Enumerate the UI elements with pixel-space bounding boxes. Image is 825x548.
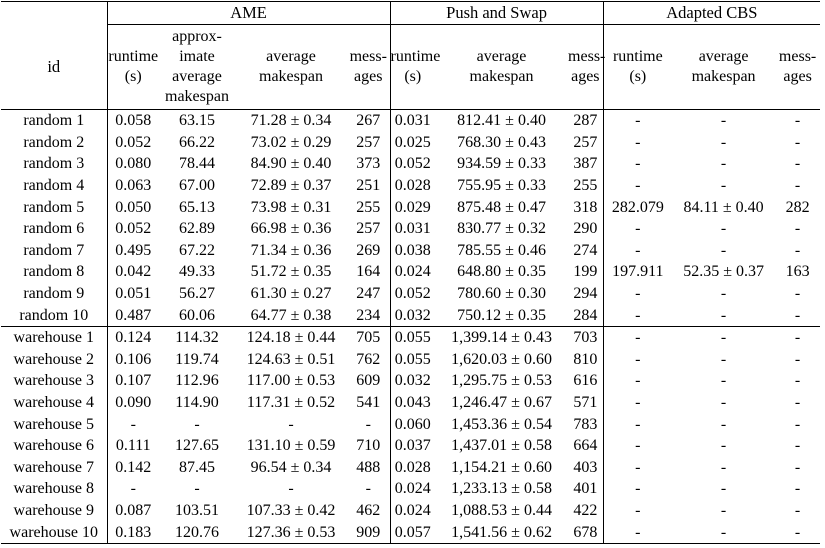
header-ame-runtime	[107, 25, 159, 110]
header-line: ages	[783, 68, 812, 85]
cell-pas-average-makespan: 1,453.36 ± 0.54	[451, 415, 552, 433]
results-table	[1, 1, 820, 544]
cell-pas-runtime: 0.024	[390, 500, 435, 522]
cell-ame-runtime: -	[107, 413, 159, 435]
cell-pas-runtime: 0.060	[390, 413, 435, 435]
header-line: makespan	[165, 88, 229, 105]
cell-ame-average-makespan: 117.00 ± 0.53	[246, 372, 336, 390]
cell-cbs-runtime: -	[603, 521, 672, 543]
cell-ame-messages: -	[365, 415, 371, 433]
header-line: runtime	[108, 48, 159, 65]
cell-pas-messages: 255	[573, 177, 598, 195]
cell-pas-messages: 257	[573, 133, 598, 151]
cell-cbs-runtime: -	[603, 283, 672, 305]
table-row	[1, 261, 820, 283]
cell-cbs-runtime: -	[603, 218, 672, 240]
cell-cbs-messages: -	[794, 241, 801, 259]
cell-id: warehouse 6	[13, 437, 94, 455]
cell-ame-runtime: -	[107, 478, 159, 500]
cell-cbs-runtime: -	[603, 110, 672, 132]
header-line: average	[476, 48, 527, 65]
cell-ame-runtime: 0.142	[107, 457, 159, 479]
cell-ame-average-makespan: 66.98 ± 0.36	[250, 220, 332, 238]
cell-cbs-average-makespan: 84.11 ± 0.40	[683, 198, 764, 216]
cell-pas-messages: 274	[573, 241, 598, 259]
cell-ame-approx-makespan: 114.32	[159, 326, 235, 348]
cell-cbs-average-makespan: -	[720, 241, 727, 259]
cell-ame-average-makespan: 117.31 ± 0.52	[246, 394, 336, 412]
cell-cbs-average-makespan: -	[720, 372, 727, 390]
cell-cbs-messages: -	[794, 350, 801, 368]
cell-ame-average-makespan: 73.02 ± 0.29	[250, 133, 332, 151]
cell-ame-approx-makespan: 56.27	[179, 285, 215, 303]
cell-ame-runtime: 0.107	[107, 370, 159, 392]
cell-id: random 6	[23, 220, 85, 238]
header-line: runtime	[390, 48, 441, 65]
header-pas-average-makespan	[435, 25, 568, 110]
header-pas-runtime	[390, 25, 441, 110]
cell-cbs-runtime: 197.911	[603, 261, 672, 283]
cell-ame-average-makespan: 71.34 ± 0.36	[250, 241, 332, 259]
header-line: approx-	[172, 28, 222, 45]
cell-ame-messages: -	[365, 480, 371, 498]
table-row	[1, 196, 820, 218]
cell-cbs-average-makespan: -	[720, 415, 727, 433]
cell-ame-average-makespan: 127.36 ± 0.53	[235, 521, 347, 543]
cell-ame-approx-makespan: 120.76	[159, 521, 235, 543]
cell-pas-runtime: 0.037	[390, 435, 435, 457]
cell-cbs-runtime: -	[603, 153, 672, 175]
cell-ame-messages: 255	[356, 198, 381, 216]
cell-ame-approx-makespan: -	[194, 480, 200, 498]
cell-ame-messages: 247	[356, 285, 381, 303]
cell-pas-messages: 284	[573, 306, 598, 324]
cell-cbs-average-makespan: -	[720, 501, 727, 519]
cell-ame-messages: 267	[347, 110, 390, 132]
sub-header-row	[1, 25, 820, 110]
cell-cbs-messages: -	[794, 437, 801, 455]
cell-ame-messages: 609	[356, 372, 381, 390]
cell-cbs-average-makespan: -	[720, 220, 727, 238]
cell-pas-runtime: 0.052	[390, 283, 435, 305]
header-line: ages	[571, 68, 600, 85]
cell-ame-runtime: 0.042	[107, 261, 159, 283]
cell-cbs-average-makespan: -	[672, 110, 775, 132]
cell-ame-average-makespan: 131.10 ± 0.59	[246, 437, 336, 455]
cell-ame-runtime: 0.495	[107, 240, 159, 262]
table-row	[1, 521, 820, 543]
header-line: mess-	[349, 48, 387, 65]
cell-pas-messages: 783	[573, 415, 598, 433]
cell-pas-runtime: 0.043	[390, 392, 435, 414]
header-ame-average-makespan	[235, 25, 347, 110]
cell-cbs-messages: -	[794, 394, 801, 412]
table-row	[1, 392, 820, 414]
cell-cbs-average-makespan: -	[720, 155, 727, 173]
cell-pas-runtime: 0.024	[390, 478, 435, 500]
cell-ame-messages: 710	[356, 437, 381, 455]
cell-pas-messages: 571	[573, 394, 598, 412]
table-row	[1, 478, 820, 500]
cell-pas-runtime: 0.055	[390, 326, 435, 348]
table-row	[1, 413, 820, 435]
cell-cbs-average-makespan: -	[720, 177, 727, 195]
header-line: makespan	[259, 68, 323, 85]
cell-cbs-average-makespan: -	[720, 133, 727, 151]
cell-pas-average-makespan: 1,437.01 ± 0.58	[451, 437, 552, 455]
cell-cbs-runtime: -	[603, 132, 672, 154]
cell-ame-messages: 373	[356, 155, 381, 173]
cell-ame-approx-makespan: 67.00	[179, 177, 215, 195]
cell-ame-messages: 488	[356, 458, 381, 476]
cell-pas-messages: 199	[573, 263, 598, 281]
cell-id: random 4	[23, 177, 85, 195]
cell-ame-approx-makespan: 78.44	[179, 155, 215, 173]
cell-ame-runtime: 0.124	[107, 326, 159, 348]
header-cbs-runtime	[603, 25, 672, 110]
cell-cbs-average-makespan: -	[720, 306, 727, 324]
cell-ame-average-makespan: 64.77 ± 0.38	[250, 306, 332, 324]
cell-id: warehouse 7	[13, 458, 94, 476]
header-line: runtime	[612, 48, 663, 65]
cell-ame-approx-makespan: 112.96	[175, 372, 219, 390]
cell-id: random 2	[23, 133, 85, 151]
table-row	[1, 283, 820, 305]
cell-pas-messages: 318	[573, 198, 598, 216]
cell-cbs-average-makespan: -	[672, 521, 775, 543]
cell-ame-runtime: 0.051	[107, 283, 159, 305]
header-pas-messages	[568, 25, 606, 110]
cell-ame-messages: 257	[356, 220, 381, 238]
table-row	[1, 218, 820, 240]
cell-cbs-average-makespan: -	[720, 458, 727, 476]
cell-cbs-runtime: -	[603, 304, 672, 326]
cell-pas-average-makespan: 1,399.14 ± 0.43	[435, 326, 568, 348]
cell-pas-runtime: 0.032	[390, 304, 435, 326]
cell-pas-messages: 287	[568, 110, 603, 132]
cell-ame-average-makespan: 51.72 ± 0.35	[250, 263, 332, 281]
cell-ame-runtime: 0.063	[107, 175, 159, 197]
cell-cbs-messages: 163	[785, 263, 810, 281]
cell-cbs-runtime: -	[603, 349, 672, 371]
cell-ame-average-makespan: 71.28 ± 0.34	[235, 110, 347, 132]
cell-pas-messages: 294	[573, 285, 598, 303]
cell-ame-runtime: 0.087	[107, 500, 159, 522]
table-row	[1, 240, 820, 262]
cell-pas-average-makespan: 750.12 ± 0.35	[457, 306, 546, 324]
cell-ame-approx-makespan: 63.15	[159, 110, 235, 132]
corner-cell	[1, 2, 107, 25]
cell-cbs-average-makespan: -	[720, 285, 727, 303]
table-row	[1, 370, 820, 392]
cell-ame-approx-makespan: 65.13	[179, 198, 215, 216]
cell-pas-runtime: 0.025	[390, 132, 435, 154]
header-id: id	[47, 56, 61, 76]
cell-pas-messages: 703	[568, 326, 603, 348]
cell-pas-runtime: 0.057	[390, 521, 435, 543]
header-cbs-average-makespan	[672, 25, 775, 110]
table-row	[1, 349, 820, 371]
cell-pas-average-makespan: 830.77 ± 0.32	[457, 220, 546, 238]
cell-cbs-runtime: -	[603, 413, 672, 435]
cell-pas-average-makespan: 812.41 ± 0.40	[435, 110, 568, 132]
cell-pas-average-makespan: 755.95 ± 0.33	[457, 177, 546, 195]
cell-cbs-average-makespan: -	[720, 480, 727, 498]
cell-cbs-runtime: -	[603, 240, 672, 262]
header-line: mess-	[778, 48, 817, 65]
cell-cbs-messages: 282	[785, 198, 810, 216]
cell-id: warehouse 4	[13, 394, 94, 412]
table-row	[1, 132, 820, 154]
cell-id: warehouse 5	[13, 415, 94, 433]
header-line: average	[266, 48, 316, 65]
cell-ame-runtime: 0.058	[107, 110, 159, 132]
cell-ame-runtime: 0.106	[107, 349, 159, 371]
cell-id: random 7	[23, 241, 85, 259]
cell-ame-messages: 257	[356, 133, 381, 151]
cell-cbs-messages: -	[794, 220, 801, 238]
cell-ame-average-makespan: 124.18 ± 0.44	[235, 326, 347, 348]
cell-cbs-runtime: -	[603, 500, 672, 522]
cell-ame-approx-makespan: 119.74	[175, 350, 219, 368]
cell-id: warehouse 2	[13, 350, 94, 368]
table-row	[1, 175, 820, 197]
cell-ame-runtime: 0.080	[107, 153, 159, 175]
cell-pas-runtime: 0.024	[390, 261, 435, 283]
cell-ame-runtime: 0.050	[107, 196, 159, 218]
table-body	[1, 110, 820, 544]
cell-cbs-messages: -	[794, 306, 801, 324]
cell-id: random 1	[1, 110, 107, 132]
cell-pas-messages: 810	[573, 350, 598, 368]
cell-ame-average-makespan: -	[288, 480, 294, 498]
cell-cbs-runtime: -	[603, 370, 672, 392]
cell-pas-average-makespan: 648.80 ± 0.35	[457, 263, 546, 281]
cell-cbs-messages: -	[794, 372, 801, 390]
cell-id: warehouse 10	[1, 521, 107, 543]
cell-pas-average-makespan: 1,088.53 ± 0.44	[451, 501, 552, 519]
cell-pas-messages: 387	[573, 155, 598, 173]
cell-pas-messages: 290	[573, 220, 598, 238]
group-ame: AME	[107, 2, 390, 25]
cell-id: random 10	[19, 306, 89, 324]
cell-ame-average-makespan: 96.54 ± 0.34	[250, 458, 332, 476]
cell-ame-approx-makespan: 49.33	[179, 263, 215, 281]
cell-cbs-messages: -	[794, 285, 801, 303]
group-push-and-swap: Push and Swap	[390, 2, 603, 25]
header-ame-approx-makespan	[159, 25, 235, 110]
cell-ame-approx-makespan: 103.51	[175, 501, 219, 519]
header-line: makespan	[691, 68, 756, 85]
cell-pas-messages: 403	[573, 458, 598, 476]
cell-ame-approx-makespan: 62.89	[179, 220, 215, 238]
cell-id: warehouse 3	[13, 372, 94, 390]
cell-ame-average-makespan: 73.98 ± 0.31	[250, 198, 332, 216]
cell-ame-messages: 234	[356, 306, 381, 324]
cell-ame-runtime: 0.487	[107, 304, 159, 326]
cell-ame-runtime: 0.052	[107, 132, 159, 154]
cell-ame-messages: 541	[356, 394, 381, 412]
cell-ame-messages: 462	[356, 501, 381, 519]
cell-pas-average-makespan: 1,620.03 ± 0.60	[451, 350, 552, 368]
cell-pas-average-makespan: 768.30 ± 0.43	[457, 133, 546, 151]
cell-cbs-messages: -	[775, 521, 820, 543]
cell-id: warehouse 9	[13, 501, 94, 519]
cell-id: random 8	[23, 263, 85, 281]
cell-pas-messages: 616	[573, 372, 598, 390]
header-line: average	[172, 68, 222, 85]
table-row	[1, 435, 820, 457]
table-row	[1, 304, 820, 326]
cell-pas-average-makespan: 1,233.13 ± 0.58	[451, 480, 552, 498]
cell-pas-average-makespan: 934.59 ± 0.33	[457, 155, 546, 173]
header-line: (s)	[629, 68, 647, 85]
cell-pas-messages: 678	[568, 521, 603, 543]
cell-cbs-messages: -	[775, 326, 820, 348]
cell-ame-average-makespan: 124.63 ± 0.51	[246, 350, 336, 368]
header-cbs-messages	[775, 25, 820, 110]
cell-ame-average-makespan: 72.89 ± 0.37	[250, 177, 332, 195]
cell-pas-runtime: 0.032	[390, 370, 435, 392]
header-line: imate	[179, 48, 215, 65]
cell-cbs-average-makespan: -	[720, 350, 727, 368]
cell-pas-average-makespan: 1,246.47 ± 0.67	[451, 394, 552, 412]
cell-ame-messages: 164	[356, 263, 381, 281]
cell-cbs-average-makespan: 52.35 ± 0.37	[683, 263, 764, 281]
cell-pas-average-makespan: 785.55 ± 0.46	[457, 241, 546, 259]
cell-ame-approx-makespan: 114.90	[175, 394, 219, 412]
cell-pas-messages: 422	[573, 501, 598, 519]
header-ame-messages	[347, 25, 390, 110]
table-row	[1, 110, 820, 132]
cell-ame-messages: 251	[356, 177, 381, 195]
cell-ame-messages: 909	[347, 521, 390, 543]
cell-pas-runtime: 0.029	[390, 196, 435, 218]
cell-ame-messages: 762	[356, 350, 381, 368]
cell-pas-average-makespan: 1,541.56 ± 0.62	[435, 521, 568, 543]
cell-pas-messages: 401	[573, 480, 598, 498]
cell-id: warehouse 8	[13, 480, 94, 498]
header-line: average	[698, 48, 749, 65]
header-line: mess-	[568, 48, 606, 65]
cell-pas-messages: 664	[573, 437, 598, 455]
cell-cbs-runtime: -	[603, 435, 672, 457]
group-header-row	[1, 2, 820, 25]
cell-id: random 9	[23, 285, 85, 303]
cell-cbs-runtime: -	[603, 457, 672, 479]
cell-cbs-messages: -	[794, 177, 801, 195]
cell-ame-runtime: 0.111	[107, 435, 159, 457]
cell-cbs-messages: -	[794, 155, 801, 173]
cell-ame-average-makespan: 107.33 ± 0.42	[246, 501, 336, 519]
cell-pas-runtime: 0.038	[390, 240, 435, 262]
header-line: makespan	[469, 68, 534, 85]
cell-pas-average-makespan: 1,154.21 ± 0.60	[451, 458, 552, 476]
cell-ame-average-makespan: -	[288, 415, 294, 433]
cell-cbs-messages: -	[794, 501, 801, 519]
cell-cbs-average-makespan: -	[720, 394, 727, 412]
cell-ame-approx-makespan: 67.22	[179, 241, 215, 259]
cell-cbs-messages: -	[794, 458, 801, 476]
cell-ame-approx-makespan: 127.65	[175, 437, 219, 455]
cell-ame-approx-makespan: 87.45	[179, 458, 215, 476]
cell-cbs-runtime: -	[603, 392, 672, 414]
cell-cbs-average-makespan: -	[672, 326, 775, 348]
cell-ame-messages: 705	[347, 326, 390, 348]
table-row	[1, 326, 820, 348]
cell-ame-runtime: 0.183	[107, 521, 159, 543]
cell-ame-average-makespan: 84.90 ± 0.40	[250, 155, 332, 173]
group-adapted-cbs: Adapted CBS	[603, 2, 820, 25]
table-row	[1, 500, 820, 522]
cell-cbs-messages: -	[794, 133, 801, 151]
table-row	[1, 457, 820, 479]
cell-pas-runtime: 0.031	[390, 110, 435, 132]
cell-pas-runtime: 0.055	[390, 349, 435, 371]
cell-ame-approx-makespan: -	[194, 415, 200, 433]
cell-cbs-messages: -	[794, 480, 801, 498]
cell-ame-messages: 269	[356, 241, 381, 259]
cell-cbs-messages: -	[794, 415, 801, 433]
cell-pas-average-makespan: 1,295.75 ± 0.53	[451, 372, 552, 390]
cell-id: random 3	[23, 155, 85, 173]
cell-cbs-runtime: -	[603, 326, 672, 348]
cell-cbs-runtime: -	[603, 175, 672, 197]
cell-id: random 5	[23, 198, 85, 216]
cell-pas-average-makespan: 875.48 ± 0.47	[457, 198, 546, 216]
cell-ame-runtime: 0.090	[107, 392, 159, 414]
cell-ame-runtime: 0.052	[107, 218, 159, 240]
cell-id: warehouse 1	[1, 326, 107, 348]
cell-pas-average-makespan: 780.60 ± 0.30	[457, 285, 546, 303]
cell-pas-runtime: 0.028	[390, 175, 435, 197]
cell-pas-runtime: 0.031	[390, 218, 435, 240]
cell-cbs-average-makespan: -	[720, 437, 727, 455]
cell-pas-runtime: 0.028	[390, 457, 435, 479]
header-line: ages	[354, 68, 383, 85]
table-row	[1, 153, 820, 175]
cell-ame-approx-makespan: 66.22	[179, 133, 215, 151]
cell-ame-approx-makespan: 60.06	[179, 306, 215, 324]
cell-pas-runtime: 0.052	[390, 153, 435, 175]
cell-cbs-runtime: -	[603, 478, 672, 500]
cell-cbs-messages: -	[775, 110, 820, 132]
cell-cbs-runtime: 282.079	[603, 196, 672, 218]
header-line: (s)	[404, 68, 422, 85]
cell-ame-average-makespan: 61.30 ± 0.27	[250, 285, 332, 303]
header-line: (s)	[124, 68, 142, 85]
